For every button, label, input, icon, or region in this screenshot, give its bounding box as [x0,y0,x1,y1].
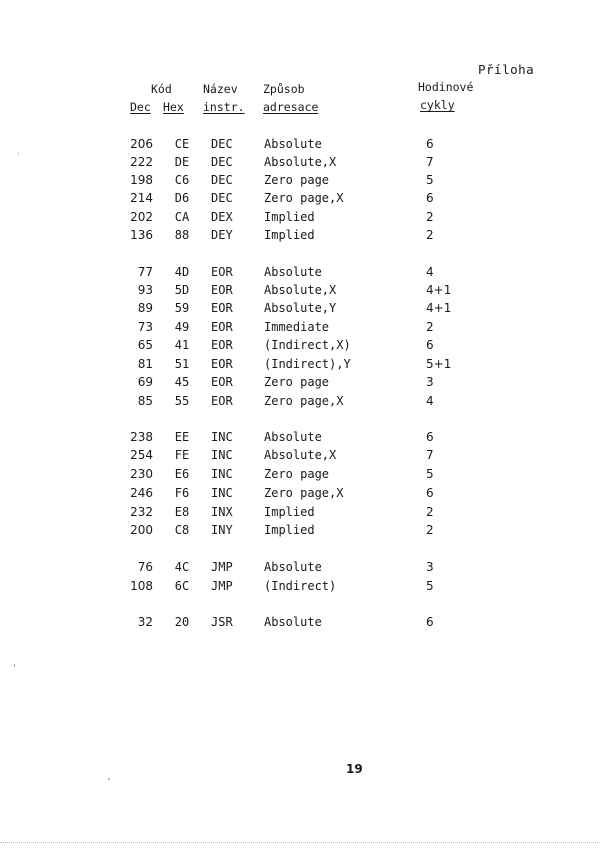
cell-cycles: 2 [426,320,434,334]
cell-cycles: 2 [426,228,434,242]
cell-dec: 254 [130,448,153,462]
cell-mode: Implied [264,505,315,519]
header-mode-line2: adresace [263,100,319,114]
cell-mode: Immediate [264,320,330,334]
cell-hex: 5D [174,283,190,297]
cell-mode: Implied [264,523,315,537]
page-bottom-edge [0,842,600,844]
cell-cycles: 5+1 [426,357,452,371]
cell-cycles: 6 [426,191,434,205]
cell-mode: Absolute [264,137,322,151]
cell-mode: Zero page,X [264,394,344,408]
header-name-line2: instr. [203,100,245,114]
cell-instr: INC [211,430,233,444]
cell-hex: 49 [174,320,190,334]
cell-instr: INC [211,486,233,500]
cell-mode: Zero page [264,173,330,187]
cell-dec: 200 [130,523,153,537]
cell-dec: 206 [130,137,153,151]
cell-hex: C8 [174,523,190,537]
cell-hex: 6C [174,579,190,593]
cell-dec: 81 [137,357,153,371]
cell-hex: 59 [174,301,190,315]
cell-instr: DEC [211,173,233,187]
cell-hex: 4D [174,265,190,279]
header-cycles-line2: cykly [420,98,455,112]
cell-dec: 246 [130,486,153,500]
cell-hex: EE [174,430,190,444]
cell-mode: Absolute,X [264,283,337,297]
cell-cycles: 4+1 [426,283,452,297]
cell-mode: Implied [264,228,315,242]
page-number: 19 [346,762,363,776]
appendix-label: Příloha [478,62,535,77]
cell-cycles: 7 [426,448,434,462]
cell-dec: 238 [130,430,153,444]
header-dec: Dec [130,100,151,114]
cell-hex: 41 [174,338,190,352]
cell-mode: Absolute [264,430,322,444]
cell-hex: D6 [174,191,190,205]
cell-instr: INC [211,448,233,462]
cell-mode: Implied [264,210,315,224]
scan-speck [18,152,19,155]
cell-instr: DEX [211,210,233,224]
cell-instr: JSR [211,615,233,629]
cell-dec: 232 [130,505,153,519]
cell-hex: C6 [174,173,190,187]
cell-mode: Absolute [264,615,322,629]
cell-dec: 198 [130,173,153,187]
cell-dec: 89 [137,301,153,315]
cell-mode: Zero page,X [264,486,344,500]
cell-instr: DEY [211,228,233,242]
cell-cycles: 2 [426,523,434,537]
cell-hex: E8 [174,505,190,519]
cell-cycles: 3 [426,375,434,389]
cell-cycles: 7 [426,155,434,169]
cell-hex: 51 [174,357,190,371]
header-code: Kód [151,82,172,96]
cell-hex: F6 [174,486,190,500]
cell-instr: INY [211,523,233,537]
cell-cycles: 5 [426,173,434,187]
cell-instr: EOR [211,301,233,315]
cell-cycles: 6 [426,486,434,500]
cell-hex: FE [174,448,190,462]
cell-hex: CA [174,210,190,224]
cell-dec: 69 [137,375,153,389]
cell-cycles: 4+1 [426,301,452,315]
cell-mode: Absolute,Y [264,301,337,315]
cell-instr: EOR [211,394,233,408]
cell-dec: 222 [130,155,153,169]
cell-instr: INX [211,505,233,519]
cell-cycles: 5 [426,579,434,593]
cell-hex: 45 [174,375,190,389]
cell-mode: Absolute [264,560,322,574]
cell-dec: 230 [130,467,153,481]
header-cycles-line1: Hodinové [418,80,474,94]
cell-dec: 214 [130,191,153,205]
cell-mode: Zero page,X [264,191,344,205]
cell-dec: 73 [137,320,153,334]
cell-mode: Absolute,X [264,155,337,169]
cell-dec: 85 [137,394,153,408]
cell-mode: Absolute,X [264,448,337,462]
cell-cycles: 3 [426,560,434,574]
cell-cycles: 4 [426,394,434,408]
cell-instr: DEC [211,155,233,169]
cell-instr: EOR [211,320,233,334]
cell-cycles: 6 [426,615,434,629]
cell-instr: INC [211,467,233,481]
cell-instr: EOR [211,375,233,389]
cell-mode: Zero page [264,467,330,481]
cell-instr: DEC [211,191,233,205]
cell-instr: DEC [211,137,233,151]
cell-cycles: 6 [426,338,434,352]
cell-cycles: 6 [426,430,434,444]
cell-hex: DE [174,155,190,169]
cell-dec: 136 [130,228,153,242]
cell-hex: E6 [174,467,190,481]
cell-cycles: 2 [426,505,434,519]
cell-cycles: 6 [426,137,434,151]
cell-cycles: 4 [426,265,434,279]
cell-cycles: 2 [426,210,434,224]
cell-dec: 65 [137,338,153,352]
cell-instr: EOR [211,357,233,371]
cell-hex: CE [174,137,190,151]
header-name-line1: Název [203,82,238,96]
cell-mode: (Indirect),Y [264,357,351,371]
cell-instr: EOR [211,338,233,352]
scan-speck [108,778,110,780]
cell-dec: 202 [130,210,153,224]
header-mode-line1: Způsob [263,82,305,96]
cell-mode: Absolute [264,265,322,279]
cell-instr: JMP [211,579,233,593]
cell-dec: 76 [137,560,153,574]
cell-instr: EOR [211,283,233,297]
cell-hex: 4C [174,560,190,574]
cell-mode: (Indirect) [264,579,337,593]
cell-cycles: 5 [426,467,434,481]
cell-hex: 88 [174,228,190,242]
cell-mode: (Indirect,X) [264,338,351,352]
header-hex: Hex [163,100,184,114]
cell-dec: 93 [137,283,153,297]
cell-hex: 20 [174,615,190,629]
cell-hex: 55 [174,394,190,408]
cell-mode: Zero page [264,375,330,389]
cell-dec: 108 [130,579,153,593]
cell-instr: EOR [211,265,233,279]
cell-dec: 77 [137,265,153,279]
cell-dec: 32 [137,615,153,629]
cell-instr: JMP [211,560,233,574]
scan-speck [14,664,15,667]
